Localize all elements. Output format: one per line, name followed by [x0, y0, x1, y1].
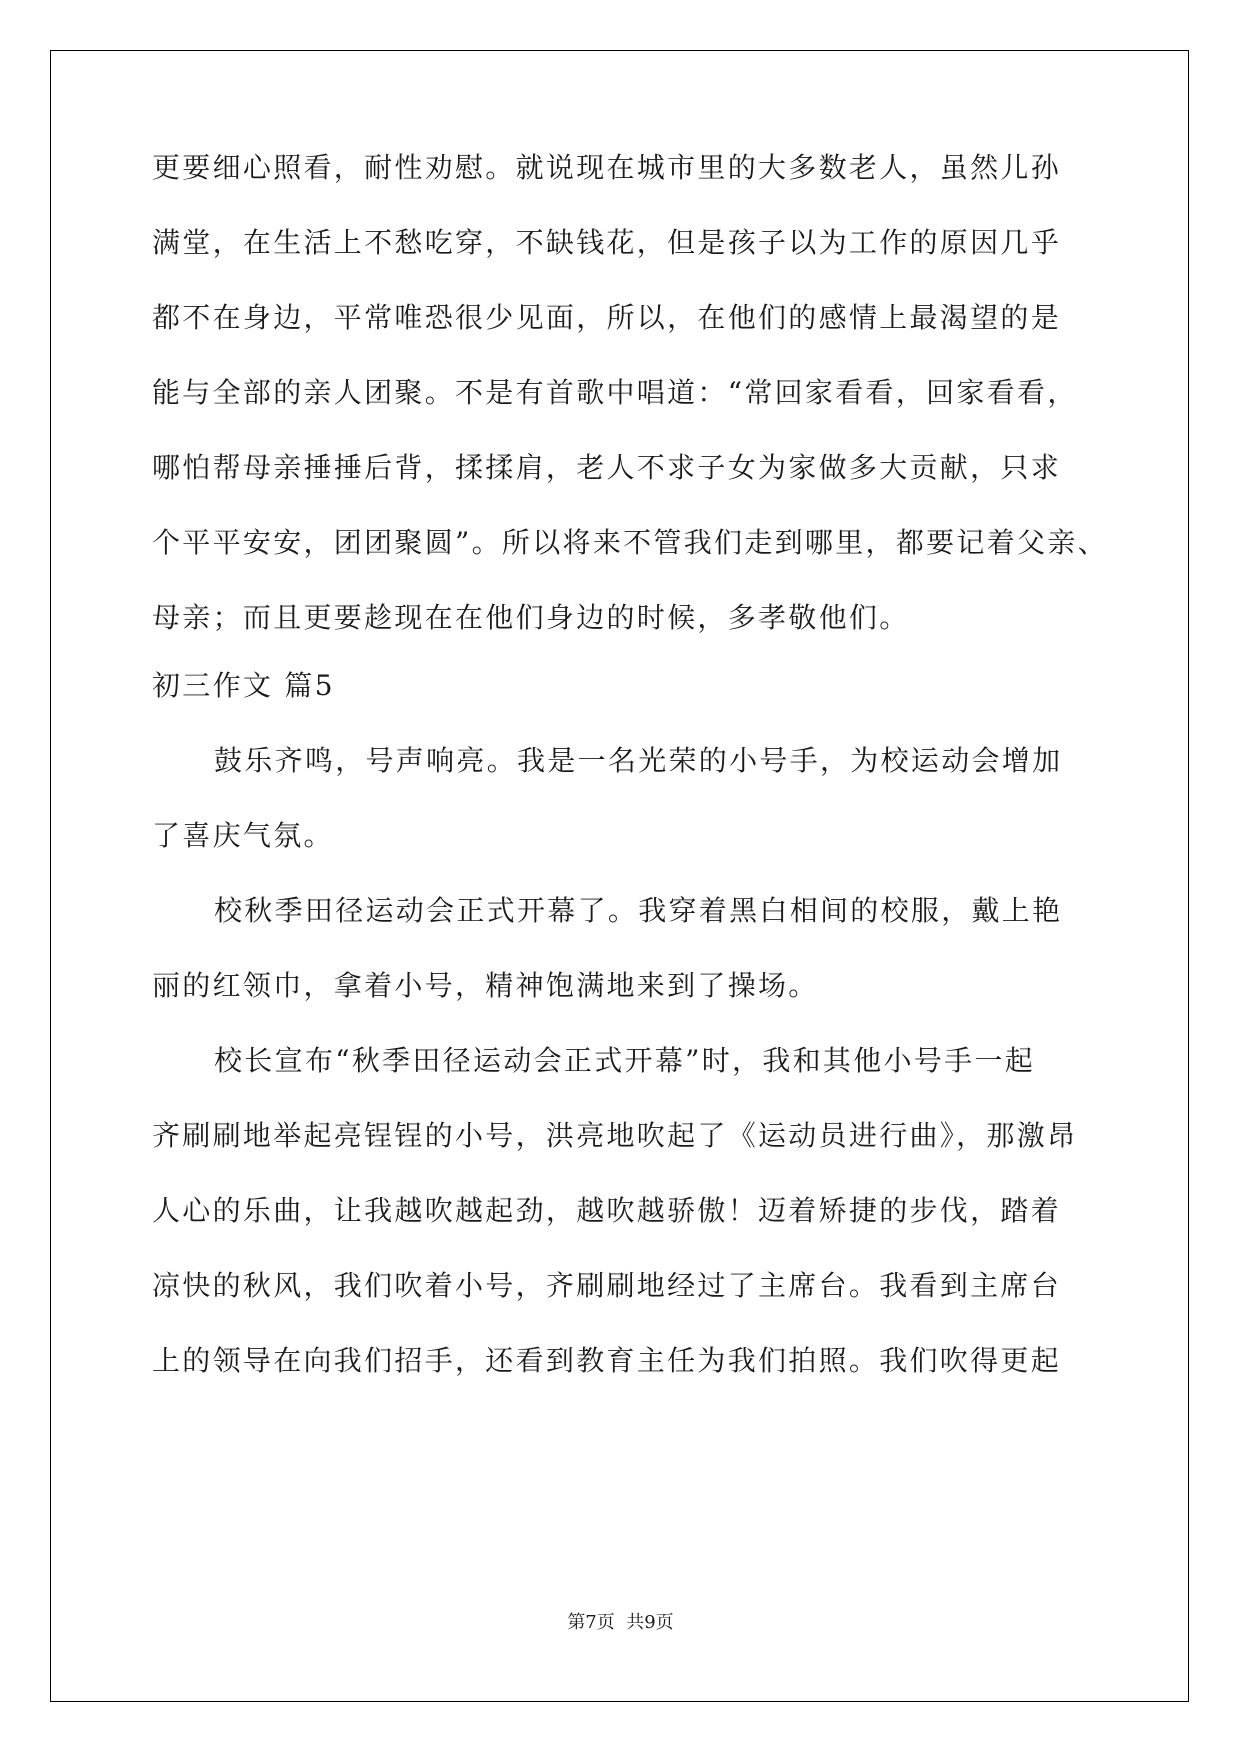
paragraph-line: 人心的乐曲，让我越吹越起劲，越吹越骄傲！迈着矫捷的步伐，踏着 [152, 1194, 1062, 1227]
paragraph-line: 鼓乐齐鸣，号声响亮。我是一名光荣的小号手，为校运动会增加 [214, 744, 1063, 777]
paragraph-line: 上的领导在向我们招手，还看到教育主任为我们拍照。我们吹得更起 [152, 1344, 1062, 1377]
paragraph-line: 更要细心照看，耐性劝慰。就说现在城市里的大多数老人，虽然儿孙 [152, 151, 1062, 184]
paragraph-line: 母亲；而且更要趁现在在他们身边的时候，多孝敬他们。 [152, 601, 910, 634]
paragraph-line: 哪怕帮母亲捶捶后背，揉揉肩，老人不求子女为家做多大贡献，只求 [152, 451, 1062, 484]
paragraph-line: 个平平安安，团团聚圆”。所以将来不管我们走到哪里，都要记着父亲、 [152, 526, 1108, 559]
page-number-footer: 第7页 共9页 [567, 1612, 674, 1633]
paragraph-line: 校秋季田径运动会正式开幕了。我穿着黑白相间的校服，戴上艳 [214, 894, 1063, 927]
paragraph-line: 了喜庆气氛。 [152, 819, 334, 852]
paragraph-line: 都不在身边，平常唯恐很少见面，所以，在他们的感情上最渴望的是 [152, 301, 1062, 334]
paragraph-line: 满堂，在生活上不愁吃穿，不缺钱花，但是孩子以为工作的原因几乎 [152, 226, 1062, 259]
paragraph-line: 齐刷刷地举起亮锃锃的小号，洪亮地吹起了《运动员进行曲》，那激昂 [152, 1119, 1078, 1152]
paragraph-line: 凉快的秋风，我们吹着小号，齐刷刷地经过了主席台。我看到主席台 [152, 1269, 1062, 1302]
section-heading: 初三作文 篇5 [152, 669, 335, 702]
paragraph-line: 丽的红领巾，拿着小号，精神饱满地来到了操场。 [152, 969, 819, 1002]
paragraph-line: 能与全部的亲人团聚。不是有首歌中唱道：“常回家看看，回家看看， [152, 376, 1078, 409]
page-border [50, 50, 1189, 1702]
paragraph-line: 校长宣布“秋季田径运动会正式开幕”时，我和其他小号手一起 [214, 1044, 1036, 1077]
